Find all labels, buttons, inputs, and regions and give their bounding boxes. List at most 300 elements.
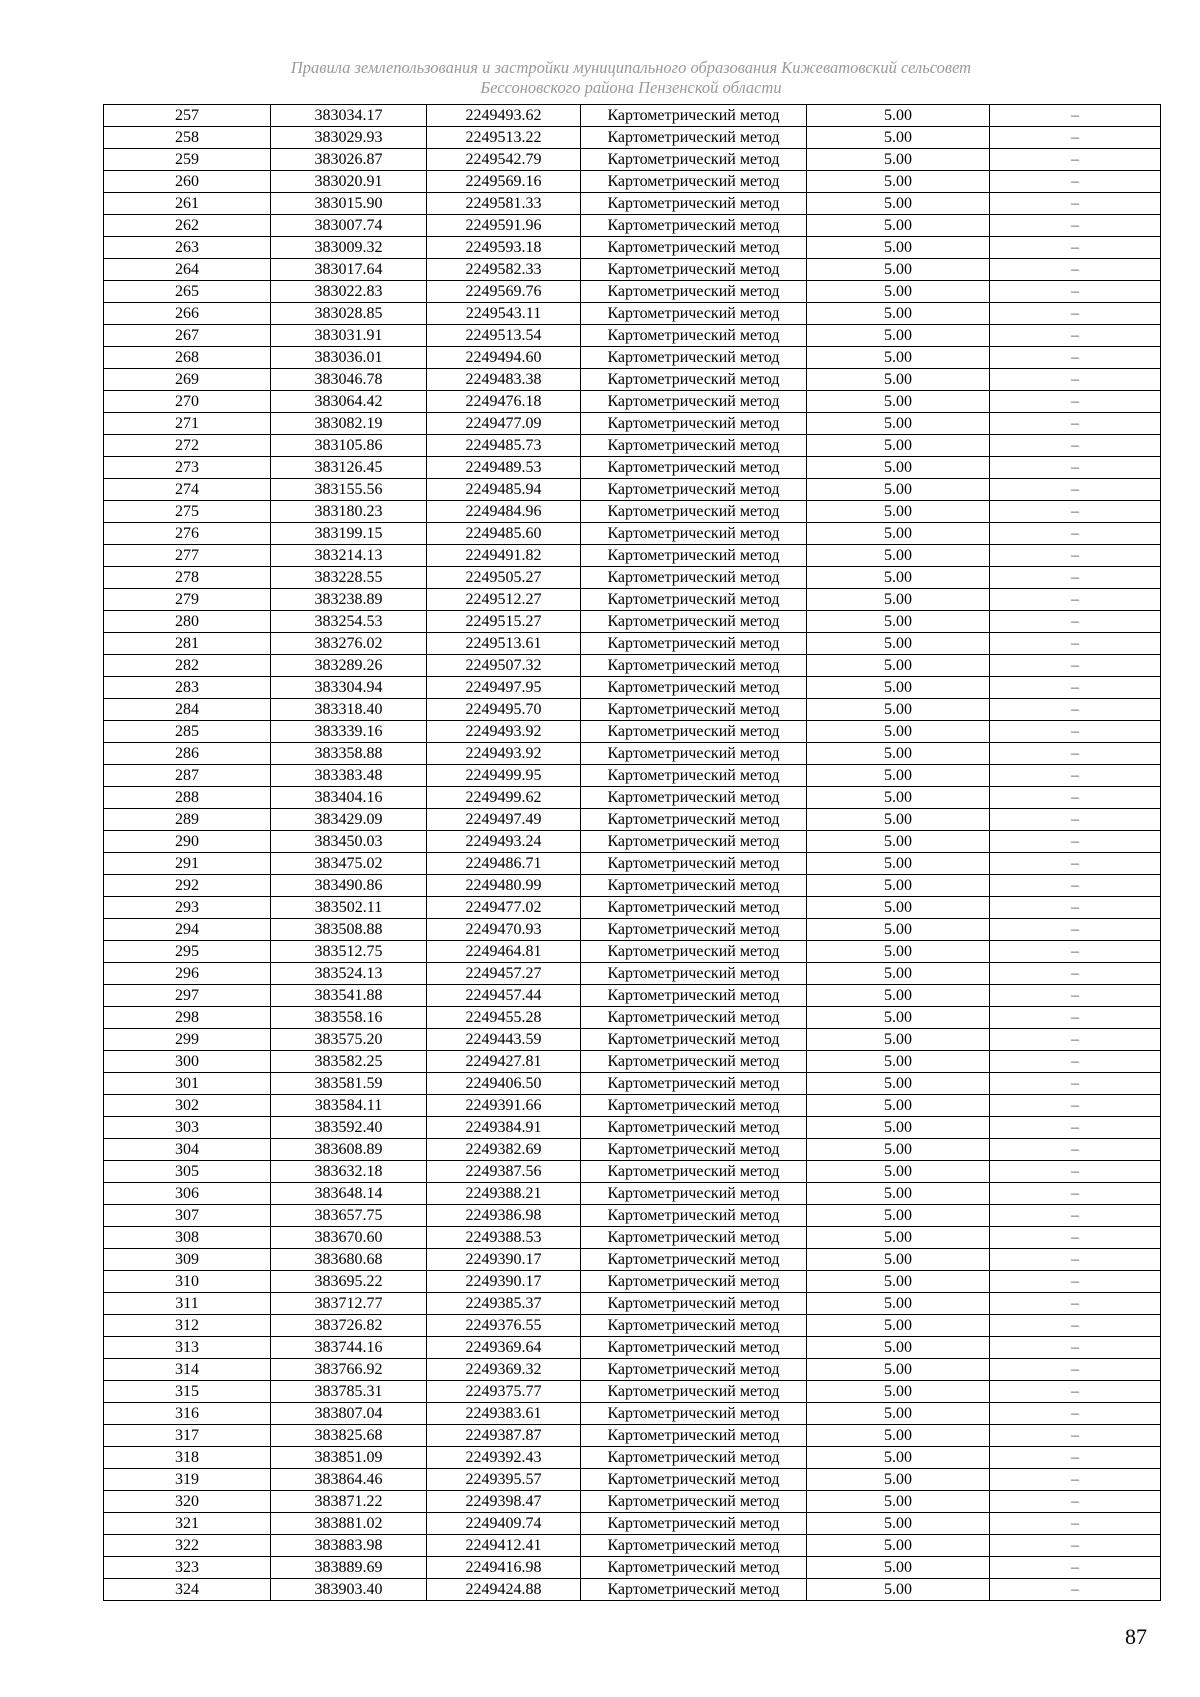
table-row (104, 1447, 1161, 1469)
method-cell: Картометрический метод (581, 1095, 807, 1117)
table-row (104, 963, 1161, 985)
accuracy-cell: 5.00 (807, 479, 990, 501)
y-coordinate-cell: 2249395.57 (427, 1469, 581, 1491)
table-row (104, 1535, 1161, 1557)
x-coordinate-cell: 383903.40 (271, 1579, 427, 1601)
y-coordinate-cell: 2249443.59 (427, 1029, 581, 1051)
table-row (104, 699, 1161, 721)
y-coordinate-cell: 2249485.60 (427, 523, 581, 545)
method-cell: Картометрический метод (581, 1557, 807, 1579)
y-coordinate-cell: 2249455.28 (427, 1007, 581, 1029)
x-coordinate-cell: 383582.25 (271, 1051, 427, 1073)
coordinates-table-body (104, 105, 1161, 1601)
coordinates-table (103, 104, 1161, 1601)
note-cell: – (990, 237, 1161, 259)
y-coordinate-cell: 2249385.37 (427, 1293, 581, 1315)
y-coordinate-cell: 2249493.92 (427, 743, 581, 765)
y-coordinate-cell: 2249513.54 (427, 325, 581, 347)
note-cell: – (990, 1007, 1161, 1029)
x-coordinate-cell: 383020.91 (271, 171, 427, 193)
x-coordinate-cell: 383276.02 (271, 633, 427, 655)
x-coordinate-cell: 383105.86 (271, 435, 427, 457)
method-cell: Картометрический метод (581, 963, 807, 985)
y-coordinate-cell: 2249476.18 (427, 391, 581, 413)
x-coordinate-cell: 383318.40 (271, 699, 427, 721)
accuracy-cell: 5.00 (807, 523, 990, 545)
accuracy-cell: 5.00 (807, 1183, 990, 1205)
x-coordinate-cell: 383512.75 (271, 941, 427, 963)
table-row (104, 1513, 1161, 1535)
y-coordinate-cell: 2249416.98 (427, 1557, 581, 1579)
page-header (0, 58, 1200, 98)
accuracy-cell: 5.00 (807, 1381, 990, 1403)
x-coordinate-cell: 383712.77 (271, 1293, 427, 1315)
y-coordinate-cell: 2249477.09 (427, 413, 581, 435)
point-number-cell: 318 (104, 1447, 271, 1469)
method-cell: Картометрический метод (581, 435, 807, 457)
method-cell: Картометрический метод (581, 1271, 807, 1293)
method-cell: Картометрический метод (581, 1381, 807, 1403)
method-cell: Картометрический метод (581, 1403, 807, 1425)
point-number-cell: 285 (104, 721, 271, 743)
y-coordinate-cell: 2249483.38 (427, 369, 581, 391)
table-row (104, 1139, 1161, 1161)
y-coordinate-cell: 2249390.17 (427, 1249, 581, 1271)
point-number-cell: 307 (104, 1205, 271, 1227)
method-cell: Картометрический метод (581, 259, 807, 281)
accuracy-cell: 5.00 (807, 853, 990, 875)
method-cell: Картометрический метод (581, 413, 807, 435)
accuracy-cell: 5.00 (807, 589, 990, 611)
accuracy-cell: 5.00 (807, 435, 990, 457)
x-coordinate-cell: 383450.03 (271, 831, 427, 853)
note-cell: – (990, 1535, 1161, 1557)
note-cell: – (990, 1293, 1161, 1315)
table-row (104, 413, 1161, 435)
table-row (104, 259, 1161, 281)
accuracy-cell: 5.00 (807, 1315, 990, 1337)
accuracy-cell: 5.00 (807, 677, 990, 699)
y-coordinate-cell: 2249424.88 (427, 1579, 581, 1601)
y-coordinate-cell: 2249512.27 (427, 589, 581, 611)
table-row (104, 1579, 1161, 1601)
table-row (104, 193, 1161, 215)
x-coordinate-cell: 383475.02 (271, 853, 427, 875)
x-coordinate-cell: 383007.74 (271, 215, 427, 237)
method-cell: Картометрический метод (581, 1447, 807, 1469)
table-row (104, 787, 1161, 809)
point-number-cell: 298 (104, 1007, 271, 1029)
note-cell: – (990, 1337, 1161, 1359)
y-coordinate-cell: 2249569.76 (427, 281, 581, 303)
accuracy-cell: 5.00 (807, 105, 990, 127)
x-coordinate-cell: 383851.09 (271, 1447, 427, 1469)
y-coordinate-cell: 2249494.60 (427, 347, 581, 369)
x-coordinate-cell: 383575.20 (271, 1029, 427, 1051)
table-row (104, 941, 1161, 963)
method-cell: Картометрический метод (581, 193, 807, 215)
y-coordinate-cell: 2249485.73 (427, 435, 581, 457)
accuracy-cell: 5.00 (807, 611, 990, 633)
header-line-2: Бессоновского района Пензенской области (480, 78, 782, 97)
note-cell: – (990, 149, 1161, 171)
point-number-cell: 262 (104, 215, 271, 237)
table-row (104, 633, 1161, 655)
point-number-cell: 266 (104, 303, 271, 325)
point-number-cell: 259 (104, 149, 271, 171)
method-cell: Картометрический метод (581, 347, 807, 369)
x-coordinate-cell: 383238.89 (271, 589, 427, 611)
x-coordinate-cell: 383592.40 (271, 1117, 427, 1139)
y-coordinate-cell: 2249391.66 (427, 1095, 581, 1117)
method-cell: Картометрический метод (581, 149, 807, 171)
x-coordinate-cell: 383502.11 (271, 897, 427, 919)
table-row (104, 435, 1161, 457)
accuracy-cell: 5.00 (807, 809, 990, 831)
note-cell: – (990, 215, 1161, 237)
note-cell: – (990, 941, 1161, 963)
note-cell: – (990, 655, 1161, 677)
table-row (104, 1007, 1161, 1029)
accuracy-cell: 5.00 (807, 215, 990, 237)
x-coordinate-cell: 383881.02 (271, 1513, 427, 1535)
table-row (104, 1029, 1161, 1051)
table-row (104, 369, 1161, 391)
table-row (104, 1161, 1161, 1183)
x-coordinate-cell: 383339.16 (271, 721, 427, 743)
accuracy-cell: 5.00 (807, 1073, 990, 1095)
note-cell: – (990, 1403, 1161, 1425)
method-cell: Картометрический метод (581, 1183, 807, 1205)
note-cell: – (990, 633, 1161, 655)
point-number-cell: 271 (104, 413, 271, 435)
table-row (104, 1271, 1161, 1293)
table-row (104, 1051, 1161, 1073)
y-coordinate-cell: 2249376.55 (427, 1315, 581, 1337)
x-coordinate-cell: 383358.88 (271, 743, 427, 765)
accuracy-cell: 5.00 (807, 1513, 990, 1535)
table-row (104, 853, 1161, 875)
note-cell: – (990, 413, 1161, 435)
note-cell: – (990, 985, 1161, 1007)
method-cell: Картометрический метод (581, 479, 807, 501)
x-coordinate-cell: 383726.82 (271, 1315, 427, 1337)
note-cell: – (990, 457, 1161, 479)
y-coordinate-cell: 2249480.99 (427, 875, 581, 897)
note-cell: – (990, 765, 1161, 787)
accuracy-cell: 5.00 (807, 237, 990, 259)
table-row (104, 1425, 1161, 1447)
accuracy-cell: 5.00 (807, 303, 990, 325)
note-cell: – (990, 875, 1161, 897)
x-coordinate-cell: 383864.46 (271, 1469, 427, 1491)
method-cell: Картометрический метод (581, 809, 807, 831)
point-number-cell: 324 (104, 1579, 271, 1601)
accuracy-cell: 5.00 (807, 633, 990, 655)
point-number-cell: 310 (104, 1271, 271, 1293)
table-row (104, 1227, 1161, 1249)
note-cell: – (990, 897, 1161, 919)
accuracy-cell: 5.00 (807, 369, 990, 391)
y-coordinate-cell: 2249484.96 (427, 501, 581, 523)
x-coordinate-cell: 383680.68 (271, 1249, 427, 1271)
table-row (104, 105, 1161, 127)
x-coordinate-cell: 383009.32 (271, 237, 427, 259)
y-coordinate-cell: 2249457.27 (427, 963, 581, 985)
x-coordinate-cell: 383632.18 (271, 1161, 427, 1183)
accuracy-cell: 5.00 (807, 501, 990, 523)
note-cell: – (990, 127, 1161, 149)
method-cell: Картометрический метод (581, 171, 807, 193)
accuracy-cell: 5.00 (807, 1425, 990, 1447)
accuracy-cell: 5.00 (807, 897, 990, 919)
header-line-1: Правила землепользования и застройки муниципального образования Кижеватовский сельсовет (290, 58, 972, 77)
x-coordinate-cell: 383871.22 (271, 1491, 427, 1513)
x-coordinate-cell: 383695.22 (271, 1271, 427, 1293)
table-row (104, 1337, 1161, 1359)
note-cell: – (990, 479, 1161, 501)
point-number-cell: 302 (104, 1095, 271, 1117)
table-row (104, 1293, 1161, 1315)
y-coordinate-cell: 2249384.91 (427, 1117, 581, 1139)
point-number-cell: 281 (104, 633, 271, 655)
accuracy-cell: 5.00 (807, 1535, 990, 1557)
method-cell: Картометрический метод (581, 655, 807, 677)
note-cell: – (990, 1557, 1161, 1579)
method-cell: Картометрический метод (581, 875, 807, 897)
point-number-cell: 258 (104, 127, 271, 149)
x-coordinate-cell: 383046.78 (271, 369, 427, 391)
method-cell: Картометрический метод (581, 127, 807, 149)
note-cell: – (990, 1227, 1161, 1249)
table-row (104, 589, 1161, 611)
accuracy-cell: 5.00 (807, 391, 990, 413)
method-cell: Картометрический метод (581, 831, 807, 853)
method-cell: Картометрический метод (581, 523, 807, 545)
y-coordinate-cell: 2249369.32 (427, 1359, 581, 1381)
accuracy-cell: 5.00 (807, 655, 990, 677)
method-cell: Картометрический метод (581, 787, 807, 809)
accuracy-cell: 5.00 (807, 1095, 990, 1117)
x-coordinate-cell: 383508.88 (271, 919, 427, 941)
note-cell: – (990, 193, 1161, 215)
y-coordinate-cell: 2249491.82 (427, 545, 581, 567)
accuracy-cell: 5.00 (807, 985, 990, 1007)
accuracy-cell: 5.00 (807, 1227, 990, 1249)
point-number-cell: 315 (104, 1381, 271, 1403)
x-coordinate-cell: 383524.13 (271, 963, 427, 985)
y-coordinate-cell: 2249542.79 (427, 149, 581, 171)
accuracy-cell: 5.00 (807, 919, 990, 941)
note-cell: – (990, 281, 1161, 303)
accuracy-cell: 5.00 (807, 1491, 990, 1513)
method-cell: Картометрический метод (581, 1161, 807, 1183)
method-cell: Картометрический метод (581, 303, 807, 325)
method-cell: Картометрический метод (581, 457, 807, 479)
point-number-cell: 269 (104, 369, 271, 391)
y-coordinate-cell: 2249409.74 (427, 1513, 581, 1535)
y-coordinate-cell: 2249493.24 (427, 831, 581, 853)
x-coordinate-cell: 383064.42 (271, 391, 427, 413)
accuracy-cell: 5.00 (807, 1205, 990, 1227)
point-number-cell: 279 (104, 589, 271, 611)
method-cell: Картометрический метод (581, 1491, 807, 1513)
table-row (104, 1381, 1161, 1403)
note-cell: – (990, 325, 1161, 347)
note-cell: – (990, 369, 1161, 391)
method-cell: Картометрический метод (581, 897, 807, 919)
note-cell: – (990, 435, 1161, 457)
point-number-cell: 264 (104, 259, 271, 281)
method-cell: Картометрический метод (581, 699, 807, 721)
method-cell: Картометрический метод (581, 237, 807, 259)
point-number-cell: 268 (104, 347, 271, 369)
x-coordinate-cell: 383155.56 (271, 479, 427, 501)
method-cell: Картометрический метод (581, 1469, 807, 1491)
point-number-cell: 323 (104, 1557, 271, 1579)
point-number-cell: 295 (104, 941, 271, 963)
note-cell: – (990, 303, 1161, 325)
x-coordinate-cell: 383404.16 (271, 787, 427, 809)
x-coordinate-cell: 383541.88 (271, 985, 427, 1007)
note-cell: – (990, 809, 1161, 831)
y-coordinate-cell: 2249386.98 (427, 1205, 581, 1227)
accuracy-cell: 5.00 (807, 765, 990, 787)
point-number-cell: 270 (104, 391, 271, 413)
method-cell: Картометрический метод (581, 1227, 807, 1249)
point-number-cell: 321 (104, 1513, 271, 1535)
method-cell: Картометрический метод (581, 1073, 807, 1095)
accuracy-cell: 5.00 (807, 1447, 990, 1469)
note-cell: – (990, 589, 1161, 611)
x-coordinate-cell: 383199.15 (271, 523, 427, 545)
point-number-cell: 303 (104, 1117, 271, 1139)
note-cell: – (990, 1513, 1161, 1535)
table-row (104, 1095, 1161, 1117)
method-cell: Картометрический метод (581, 1051, 807, 1073)
note-cell: – (990, 259, 1161, 281)
table-row (104, 545, 1161, 567)
y-coordinate-cell: 2249493.92 (427, 721, 581, 743)
y-coordinate-cell: 2249412.41 (427, 1535, 581, 1557)
page-number: 87 (1125, 1624, 1147, 1649)
table-row (104, 281, 1161, 303)
method-cell: Картометрический метод (581, 391, 807, 413)
point-number-cell: 317 (104, 1425, 271, 1447)
note-cell: – (990, 1029, 1161, 1051)
table-row (104, 567, 1161, 589)
y-coordinate-cell: 2249457.44 (427, 985, 581, 1007)
note-cell: – (990, 1205, 1161, 1227)
accuracy-cell: 5.00 (807, 193, 990, 215)
x-coordinate-cell: 383022.83 (271, 281, 427, 303)
method-cell: Картометрический метод (581, 281, 807, 303)
point-number-cell: 287 (104, 765, 271, 787)
accuracy-cell: 5.00 (807, 831, 990, 853)
x-coordinate-cell: 383670.60 (271, 1227, 427, 1249)
y-coordinate-cell: 2249582.33 (427, 259, 581, 281)
accuracy-cell: 5.00 (807, 699, 990, 721)
x-coordinate-cell: 383490.86 (271, 875, 427, 897)
point-number-cell: 320 (104, 1491, 271, 1513)
point-number-cell: 322 (104, 1535, 271, 1557)
y-coordinate-cell: 2249489.53 (427, 457, 581, 479)
note-cell: – (990, 1315, 1161, 1337)
table-row (104, 237, 1161, 259)
point-number-cell: 293 (104, 897, 271, 919)
note-cell: – (990, 1469, 1161, 1491)
x-coordinate-cell: 383766.92 (271, 1359, 427, 1381)
note-cell: – (990, 831, 1161, 853)
x-coordinate-cell: 383029.93 (271, 127, 427, 149)
table-row (104, 347, 1161, 369)
point-number-cell: 282 (104, 655, 271, 677)
method-cell: Картометрический метод (581, 1139, 807, 1161)
method-cell: Картометрический метод (581, 501, 807, 523)
y-coordinate-cell: 2249388.21 (427, 1183, 581, 1205)
note-cell: – (990, 1095, 1161, 1117)
accuracy-cell: 5.00 (807, 347, 990, 369)
x-coordinate-cell: 383657.75 (271, 1205, 427, 1227)
table-row (104, 721, 1161, 743)
accuracy-cell: 5.00 (807, 1469, 990, 1491)
y-coordinate-cell: 2249375.77 (427, 1381, 581, 1403)
point-number-cell: 277 (104, 545, 271, 567)
point-number-cell: 263 (104, 237, 271, 259)
accuracy-cell: 5.00 (807, 1029, 990, 1051)
x-coordinate-cell: 383026.87 (271, 149, 427, 171)
x-coordinate-cell: 383180.23 (271, 501, 427, 523)
table-row (104, 1491, 1161, 1513)
table-row (104, 1557, 1161, 1579)
note-cell: – (990, 677, 1161, 699)
table-row (104, 303, 1161, 325)
y-coordinate-cell: 2249382.69 (427, 1139, 581, 1161)
point-number-cell: 276 (104, 523, 271, 545)
y-coordinate-cell: 2249383.61 (427, 1403, 581, 1425)
accuracy-cell: 5.00 (807, 1337, 990, 1359)
method-cell: Картометрический метод (581, 1535, 807, 1557)
y-coordinate-cell: 2249485.94 (427, 479, 581, 501)
table-row (104, 655, 1161, 677)
accuracy-cell: 5.00 (807, 1271, 990, 1293)
y-coordinate-cell: 2249495.70 (427, 699, 581, 721)
table-row (104, 765, 1161, 787)
accuracy-cell: 5.00 (807, 721, 990, 743)
x-coordinate-cell: 383254.53 (271, 611, 427, 633)
point-number-cell: 267 (104, 325, 271, 347)
note-cell: – (990, 391, 1161, 413)
point-number-cell: 313 (104, 1337, 271, 1359)
point-number-cell: 304 (104, 1139, 271, 1161)
accuracy-cell: 5.00 (807, 325, 990, 347)
accuracy-cell: 5.00 (807, 1403, 990, 1425)
accuracy-cell: 5.00 (807, 1139, 990, 1161)
table-row (104, 1469, 1161, 1491)
point-number-cell: 308 (104, 1227, 271, 1249)
point-number-cell: 306 (104, 1183, 271, 1205)
point-number-cell: 273 (104, 457, 271, 479)
note-cell: – (990, 743, 1161, 765)
table-row (104, 1183, 1161, 1205)
note-cell: – (990, 567, 1161, 589)
method-cell: Картометрический метод (581, 677, 807, 699)
x-coordinate-cell: 383031.91 (271, 325, 427, 347)
y-coordinate-cell: 2249497.49 (427, 809, 581, 831)
method-cell: Картометрический метод (581, 743, 807, 765)
x-coordinate-cell: 383608.89 (271, 1139, 427, 1161)
point-number-cell: 289 (104, 809, 271, 831)
